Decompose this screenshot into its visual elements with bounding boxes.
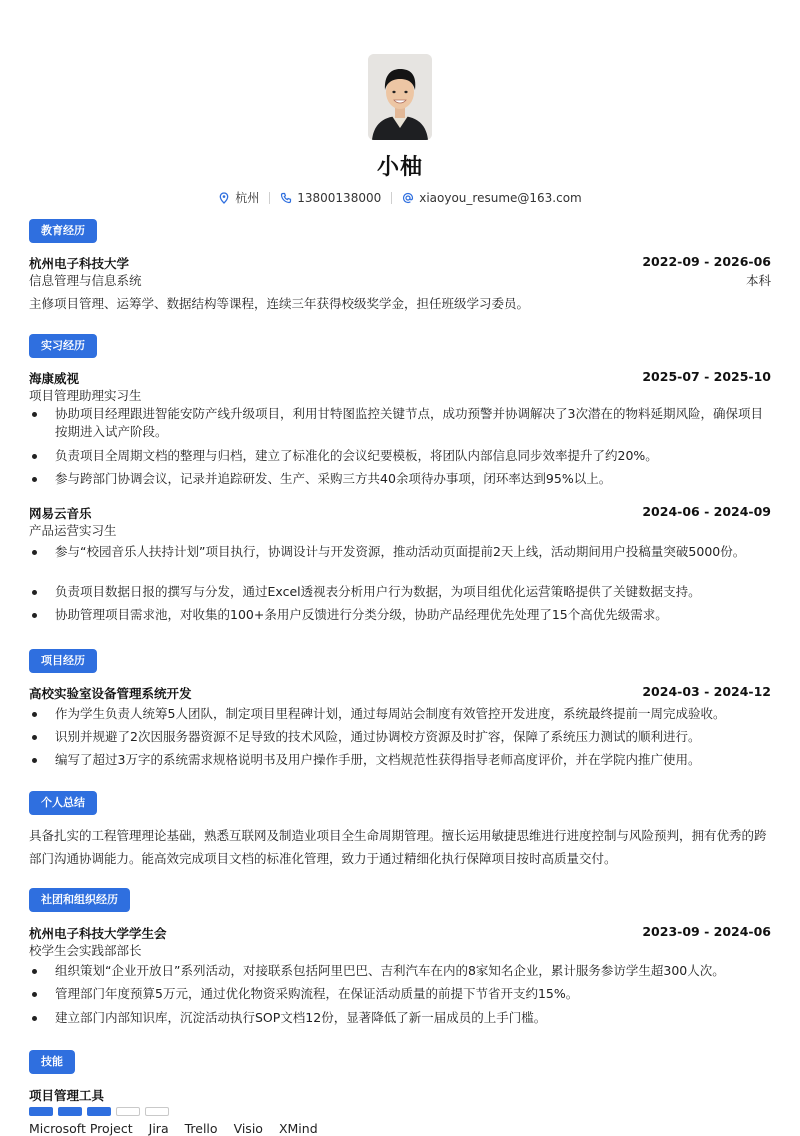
job-bullet: 参与“校园音乐人扶持计划”项目执行，协调设计与开发资源，推动活动页面提前2天上线，活动期间用户投稿量突破5000份。 [29, 543, 771, 561]
project-bullet: 编写了超过3万字的系统需求规格说明书及用户操作手册，文档规范性获得指导老师高度评价，并在学院内推广使用。 [29, 751, 771, 769]
skill-level-bar [29, 1107, 169, 1116]
resume-header [0, 0, 800, 206]
job-bullet: 负责项目数据日报的撰写与分发，通过Excel透视表分析用户行为数据，为项目组优化运营策略提供了关键数据支持。 [29, 583, 771, 601]
job-bullet: 参与跨部门协调会议，记录并追踪研发、生产、采购三方共40余项待办事项，闭环率达到95%以上。 [29, 470, 771, 488]
degree: 本科 [745, 273, 771, 288]
section-heading-clubs: 社团和组织经历 [29, 888, 130, 912]
summary-text: 具备扎实的工程管理理论基础，熟悉互联网及制造业项目全生命周期管理。擅长运用敏捷思维进行进度控制与风险预判，拥有优秀的跨部门沟通协调能力。能高效完成项目文档的标准化管理，致力于通过精细化执行保障项目按时高质量交付。 [29, 828, 767, 866]
bullet-dot [32, 550, 37, 555]
bullet-dot [32, 735, 37, 740]
at-sign-icon [402, 192, 414, 204]
bullet-dot [32, 412, 37, 417]
skill-level-segment [145, 1107, 169, 1116]
section-heading-education: 教育经历 [29, 219, 97, 243]
section-heading-internship: 实习经历 [29, 334, 97, 358]
bullet-dot [32, 1016, 37, 1021]
contact-info [0, 189, 800, 206]
job-header-row [29, 369, 771, 387]
bullet-dot [32, 477, 37, 482]
project-dates: 2024-03 - 2024-12 [642, 684, 771, 699]
section-heading-skills: 技能 [29, 1050, 75, 1074]
section-heading-projects: 项目经历 [29, 649, 97, 673]
job-header-row [29, 504, 771, 522]
education-header-row [29, 254, 771, 272]
education-dates: 2022-09 - 2026-06 [642, 254, 771, 269]
location-pin-icon [218, 192, 230, 204]
email-item [392, 191, 592, 205]
skill-level-segment [116, 1107, 140, 1116]
job-bullet: 协助管理项目需求池，对收集的100+条用户反馈进行分类分级，协助产品经理优先处理了15个高优先级需求。 [29, 606, 771, 624]
club-bullet: 管理部门年度预算5万元，通过优化物资采购流程，在保证活动质量的前提下节省开支约15%。 [29, 985, 771, 1003]
major: 信息管理与信息系统 [29, 273, 142, 288]
location-text: 杭州 [235, 191, 260, 205]
phone-text: 13800138000 [297, 190, 382, 205]
school-name: 杭州电子科技大学 [29, 256, 130, 271]
email-text: xiaoyou_resume@163.com [419, 190, 582, 205]
job-role: 产品运营实习生 [29, 523, 117, 538]
skill-tools-list [29, 1121, 318, 1136]
skill-level-segment [87, 1107, 111, 1116]
skill-group-row [29, 1086, 771, 1104]
skill-group-name: 项目管理工具 [29, 1088, 105, 1103]
skill-tool: Jira [148, 1121, 169, 1136]
club-role-row [29, 941, 771, 959]
club-role: 校学生会实践部部长 [29, 943, 142, 958]
project-bullet: 作为学生负责人统筹5人团队，制定项目里程碑计划，通过每周站会制度有效管控开发进度，系统最终提前一周完成验收。 [29, 705, 771, 723]
bullet-dot [32, 590, 37, 595]
club-dates: 2023-09 - 2024-06 [642, 924, 771, 939]
club-header-row [29, 924, 771, 942]
club-bullet: 组织策划“企业开放日”系列活动，对接联系包括阿里巴巴、吉利汽车在内的8家知名企业，累计服务参访学生超300人次。 [29, 962, 771, 980]
bullet-dot [32, 992, 37, 997]
skill-tool: XMind [278, 1121, 318, 1136]
bullet-dot [32, 613, 37, 618]
bullet-dot [32, 969, 37, 974]
project-bullet: 识别并规避了2次因服务器资源不足导致的技术风险，通过协调校方资源及时扩容，保障了系统压力测试的顺利进行。 [29, 728, 771, 746]
job-role-row [29, 521, 771, 539]
company-name: 海康威视 [29, 371, 80, 386]
phone-item [270, 191, 391, 205]
skill-level-segment [58, 1107, 82, 1116]
skill-tool: Trello [184, 1121, 218, 1136]
job-dates: 2024-06 - 2024-09 [642, 504, 771, 519]
job-bullet: 负责项目全周期文档的整理与归档，建立了标准化的会议纪要模板，将团队内部信息同步效率提升了约20%。 [29, 447, 771, 465]
bullet-dot [32, 712, 37, 717]
job-role: 项目管理助理实习生 [29, 388, 142, 403]
project-name: 高校实验室设备管理系统开发 [29, 686, 192, 701]
bullet-dot [32, 758, 37, 763]
job-dates: 2025-07 - 2025-10 [642, 369, 771, 384]
project-header-row [29, 684, 771, 702]
phone-icon [280, 192, 292, 204]
company-name: 网易云音乐 [29, 506, 92, 521]
organization-name: 杭州电子科技大学学生会 [29, 926, 167, 941]
club-bullet: 建立部门内部知识库，沉淀活动执行SOP文档12份，显著降低了新一届成员的上手门槛。 [29, 1009, 771, 1027]
job-bullet: 协助项目经理跟进智能安防产线升级项目，利用甘特图监控关键节点，成功预警并协调解决了3次潜在的物料延期风险，确保项目按期进入试产阶段。 [29, 405, 771, 441]
education-description: 主修项目管理、运筹学、数据结构等课程，连续三年获得校级奖学金，担任班级学习委员。 [29, 296, 530, 311]
education-sub-row [29, 271, 771, 289]
location-item [208, 189, 269, 206]
skill-level-segment [29, 1107, 53, 1116]
section-heading-summary: 个人总结 [29, 791, 97, 815]
profile-photo [368, 54, 432, 140]
candidate-name: 小柚 [376, 155, 423, 180]
job-role-row [29, 386, 771, 404]
skill-tool: Microsoft Project [29, 1121, 133, 1136]
skill-tool: Visio [233, 1121, 263, 1136]
bullet-dot [32, 454, 37, 459]
